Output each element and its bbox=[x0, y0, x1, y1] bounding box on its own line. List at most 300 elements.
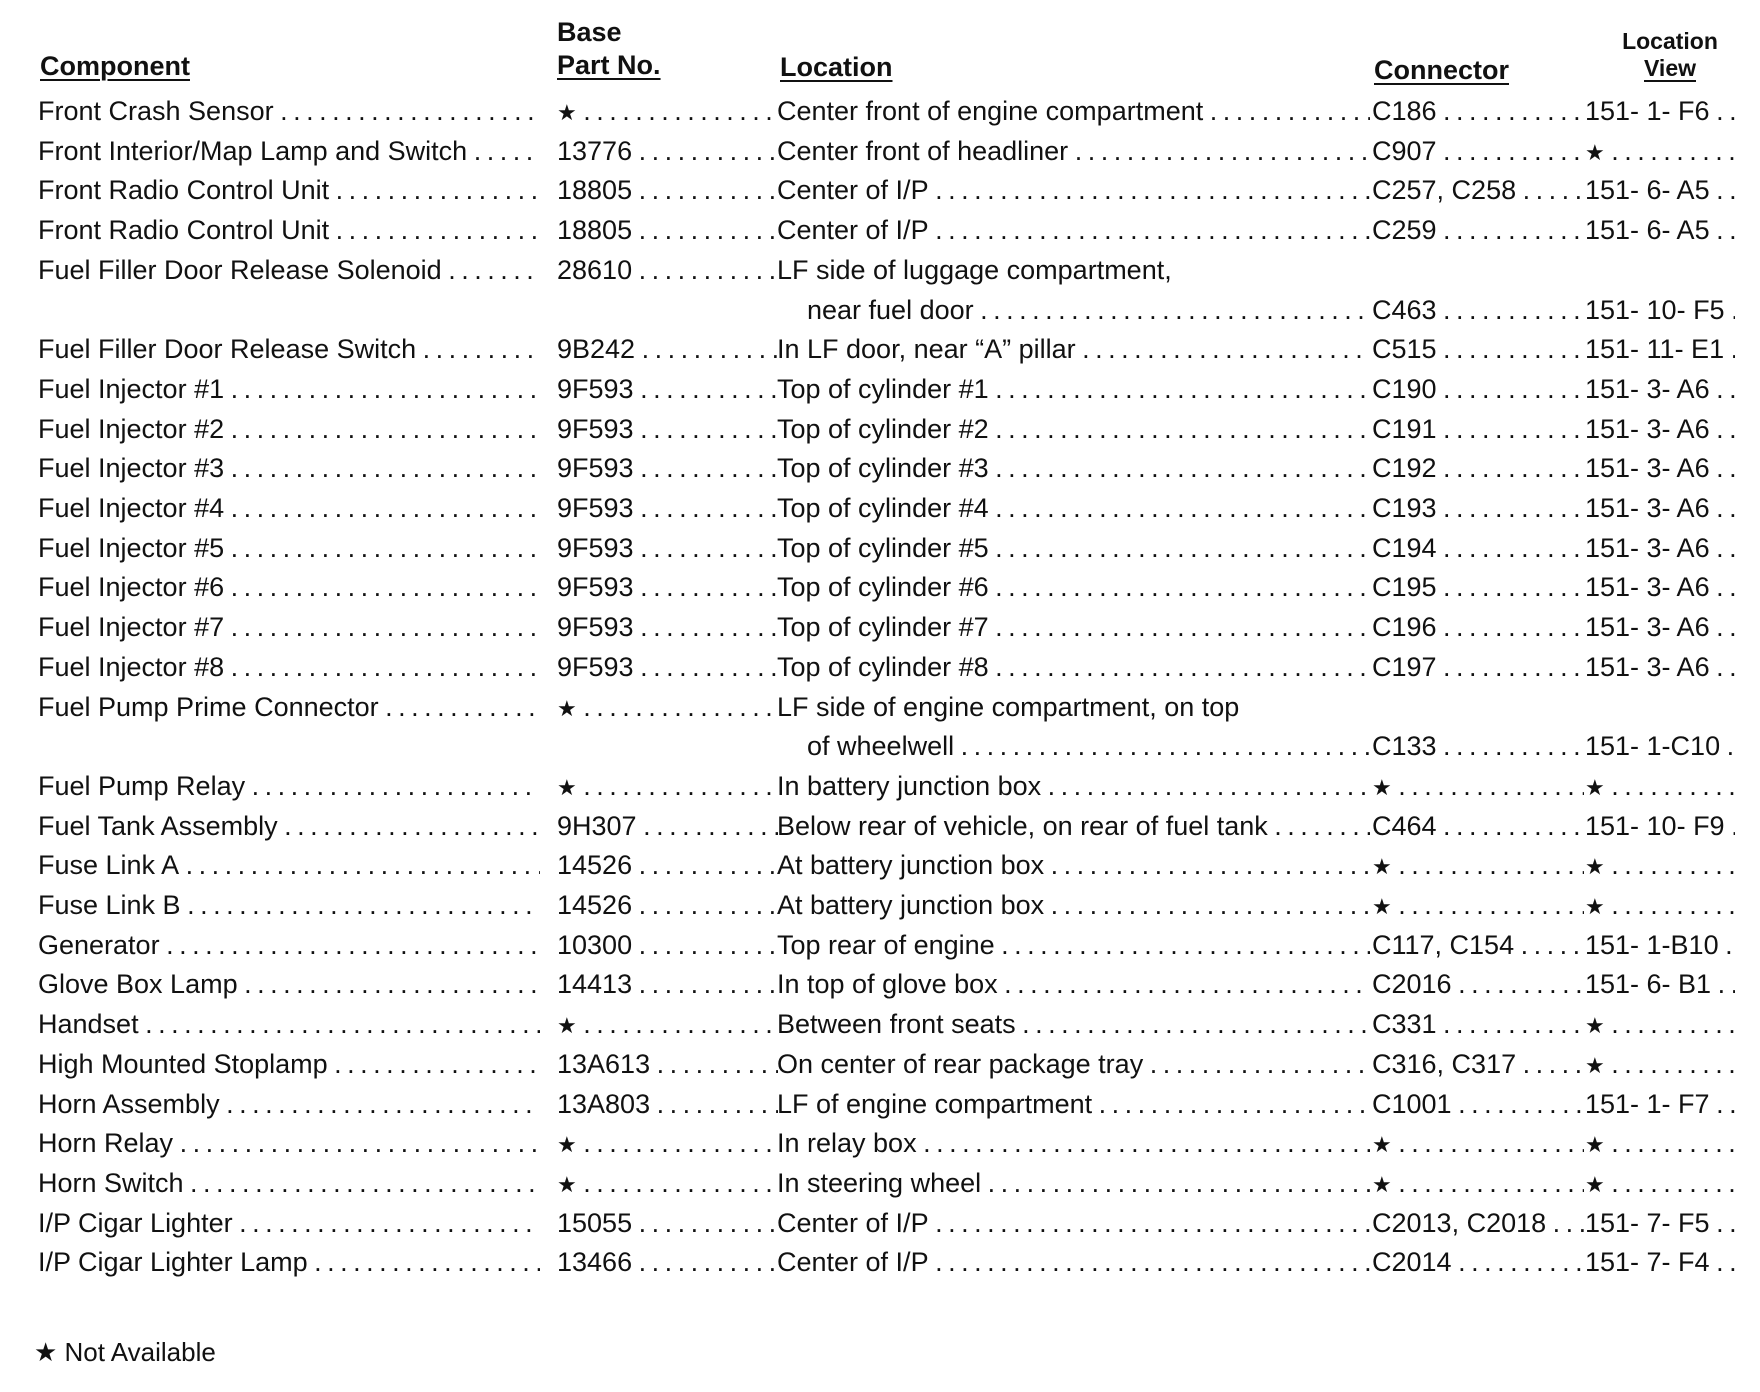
connector-value: C194 bbox=[1372, 533, 1437, 563]
part-value: ★ bbox=[557, 1172, 577, 1197]
view-cell bbox=[1585, 690, 1735, 724]
view-value: 151- 3- A6 bbox=[1585, 414, 1710, 444]
location-value: In top of glove box bbox=[777, 969, 998, 999]
view-value: ★ bbox=[1585, 1132, 1605, 1157]
part-cell bbox=[557, 1206, 778, 1240]
part-cell bbox=[557, 491, 778, 525]
component-value: I/P Cigar Lighter Lamp bbox=[38, 1247, 308, 1277]
location-cell bbox=[777, 1206, 1370, 1240]
view-cell bbox=[1585, 332, 1735, 366]
component-cell bbox=[38, 1007, 540, 1041]
component-cell bbox=[38, 729, 540, 763]
header-component bbox=[40, 50, 190, 83]
part-cell bbox=[557, 451, 778, 485]
part-value: 10300 bbox=[557, 930, 633, 960]
part-value: 14413 bbox=[557, 969, 633, 999]
component-value: Fuel Filler Door Release Solenoid bbox=[38, 255, 442, 285]
connector-value: C191 bbox=[1372, 414, 1437, 444]
view-value: 151- 3- A6 bbox=[1585, 533, 1710, 563]
connector-value: C515 bbox=[1372, 334, 1437, 364]
part-value: 18805 bbox=[557, 215, 633, 245]
part-value: ★ bbox=[557, 775, 577, 800]
header-location-label: Location bbox=[780, 52, 893, 82]
connector-value: C117, C154 bbox=[1372, 930, 1515, 960]
connector-cell bbox=[1372, 967, 1584, 1001]
view-cell bbox=[1585, 1166, 1735, 1200]
connector-cell bbox=[1372, 690, 1584, 724]
connector-cell bbox=[1372, 332, 1584, 366]
connector-cell bbox=[1372, 134, 1584, 168]
component-value: Horn Switch bbox=[38, 1168, 184, 1198]
component-cell bbox=[38, 173, 540, 207]
part-cell bbox=[557, 928, 778, 962]
component-cell bbox=[38, 848, 540, 882]
connector-value: C907 bbox=[1372, 136, 1437, 166]
location-cell bbox=[777, 451, 1370, 485]
part-value: 13A803 bbox=[557, 1089, 651, 1119]
location-cell bbox=[777, 372, 1370, 406]
part-cell bbox=[557, 1087, 778, 1121]
connector-cell bbox=[1372, 213, 1584, 247]
location-cell bbox=[777, 570, 1370, 604]
component-value: I/P Cigar Lighter bbox=[38, 1208, 233, 1238]
view-value: 151- 3- A6 bbox=[1585, 374, 1710, 404]
header-component-label: Component bbox=[40, 51, 190, 81]
location-cell bbox=[777, 253, 1370, 287]
connector-cell bbox=[1372, 769, 1584, 803]
connector-cell bbox=[1372, 491, 1584, 525]
header-part-line2: Part No. bbox=[557, 50, 661, 80]
component-value: Horn Relay bbox=[38, 1128, 174, 1158]
connector-value: C2014 bbox=[1372, 1247, 1452, 1277]
connector-value: C190 bbox=[1372, 374, 1437, 404]
view-cell bbox=[1585, 173, 1735, 207]
location-value: LF side of luggage compartment, bbox=[777, 255, 1172, 285]
part-cell bbox=[557, 1126, 778, 1160]
part-cell bbox=[557, 1245, 778, 1279]
component-value: Fuel Injector #1 bbox=[38, 374, 225, 404]
component-cell bbox=[38, 928, 540, 962]
location-cell bbox=[777, 94, 1370, 128]
connector-value: C186 bbox=[1372, 96, 1437, 126]
location-cell bbox=[777, 1245, 1370, 1279]
part-cell bbox=[557, 690, 778, 724]
location-cell bbox=[777, 332, 1370, 366]
connector-cell bbox=[1372, 570, 1584, 604]
component-value: Front Crash Sensor bbox=[38, 96, 274, 126]
part-value: 9F593 bbox=[557, 652, 634, 682]
connector-value: C257, C258 bbox=[1372, 175, 1517, 205]
part-cell bbox=[557, 769, 778, 803]
view-cell bbox=[1585, 1087, 1735, 1121]
header-part bbox=[557, 16, 661, 82]
component-value: Horn Assembly bbox=[38, 1089, 220, 1119]
component-value: Fuel Injector #5 bbox=[38, 533, 225, 563]
component-cell bbox=[38, 1166, 540, 1200]
location-cell bbox=[777, 848, 1370, 882]
view-value: ★ bbox=[1585, 1172, 1605, 1197]
component-value: Fuel Injector #8 bbox=[38, 652, 225, 682]
part-value: ★ bbox=[557, 1013, 577, 1038]
view-value: 151- 6- B1 bbox=[1585, 969, 1712, 999]
component-value: Handset bbox=[38, 1009, 139, 1039]
location-value: Top of cylinder #2 bbox=[777, 414, 989, 444]
component-cell bbox=[38, 610, 540, 644]
location-cell bbox=[777, 1166, 1370, 1200]
location-value: Top of cylinder #1 bbox=[777, 374, 989, 404]
component-value: Fuel Filler Door Release Switch bbox=[38, 334, 417, 364]
component-value: Fuse Link B bbox=[38, 890, 181, 920]
part-cell bbox=[557, 848, 778, 882]
part-value: ★ bbox=[557, 100, 577, 125]
location-cell bbox=[777, 650, 1370, 684]
part-cell bbox=[557, 888, 778, 922]
view-cell bbox=[1585, 848, 1735, 882]
part-value: 18805 bbox=[557, 175, 633, 205]
location-value: Top rear of engine bbox=[777, 930, 995, 960]
part-cell bbox=[557, 1007, 778, 1041]
view-cell bbox=[1585, 1206, 1735, 1240]
location-value: Center of I/P bbox=[777, 1247, 929, 1277]
part-value: 13776 bbox=[557, 136, 633, 166]
location-cell bbox=[777, 1047, 1370, 1081]
view-cell bbox=[1585, 134, 1735, 168]
part-cell bbox=[557, 570, 778, 604]
location-cell bbox=[807, 293, 1370, 327]
component-cell bbox=[38, 253, 540, 287]
part-cell bbox=[557, 253, 778, 287]
connector-cell bbox=[1372, 531, 1584, 565]
location-value: Center front of headliner bbox=[777, 136, 1069, 166]
part-cell bbox=[557, 531, 778, 565]
component-value: Front Radio Control Unit bbox=[38, 215, 330, 245]
view-value: ★ bbox=[1585, 894, 1605, 919]
connector-cell bbox=[1372, 848, 1584, 882]
part-cell bbox=[557, 1166, 778, 1200]
location-value: Center of I/P bbox=[777, 215, 929, 245]
view-value: 151- 6- A5 bbox=[1585, 175, 1710, 205]
connector-cell bbox=[1372, 809, 1584, 843]
component-value: Fuel Injector #6 bbox=[38, 572, 225, 602]
component-value: Fuel Pump Prime Connector bbox=[38, 692, 379, 722]
header-view bbox=[1600, 28, 1740, 82]
connector-value: C133 bbox=[1372, 731, 1437, 761]
connector-value: C197 bbox=[1372, 652, 1437, 682]
part-value: 28610 bbox=[557, 255, 633, 285]
connector-value: ★ bbox=[1372, 1132, 1392, 1157]
component-cell bbox=[38, 293, 540, 327]
connector-cell bbox=[1372, 888, 1584, 922]
location-value: Top of cylinder #5 bbox=[777, 533, 989, 563]
part-cell bbox=[557, 94, 778, 128]
view-cell bbox=[1585, 293, 1735, 327]
part-value: 9F593 bbox=[557, 453, 634, 483]
component-cell bbox=[38, 1206, 540, 1240]
connector-value: C2013, C2018 bbox=[1372, 1208, 1547, 1238]
location-value: Top of cylinder #8 bbox=[777, 652, 989, 682]
component-cell bbox=[38, 650, 540, 684]
view-cell bbox=[1585, 531, 1735, 565]
location-value: Center of I/P bbox=[777, 1208, 929, 1238]
connector-cell bbox=[1372, 1126, 1584, 1160]
location-cell bbox=[777, 769, 1370, 803]
view-value: ★ bbox=[1585, 1053, 1605, 1078]
part-value: 14526 bbox=[557, 890, 633, 920]
connector-value: C192 bbox=[1372, 453, 1437, 483]
connector-cell bbox=[1372, 372, 1584, 406]
connector-cell bbox=[1372, 293, 1584, 327]
connector-cell bbox=[1372, 610, 1584, 644]
component-value: Front Radio Control Unit bbox=[38, 175, 330, 205]
location-value: On center of rear package tray bbox=[777, 1049, 1144, 1079]
view-cell bbox=[1585, 372, 1735, 406]
part-value: 14526 bbox=[557, 850, 633, 880]
location-value: LF of engine compartment bbox=[777, 1089, 1093, 1119]
view-cell bbox=[1585, 213, 1735, 247]
part-cell bbox=[557, 967, 778, 1001]
component-cell bbox=[38, 412, 540, 446]
view-value: 151- 3- A6 bbox=[1585, 453, 1710, 483]
location-cell bbox=[777, 173, 1370, 207]
connector-cell bbox=[1372, 1245, 1584, 1279]
location-value: In relay box bbox=[777, 1128, 917, 1158]
component-value: Fuel Pump Relay bbox=[38, 771, 246, 801]
connector-value: C196 bbox=[1372, 612, 1437, 642]
connector-value: C195 bbox=[1372, 572, 1437, 602]
connector-value: C1001 bbox=[1372, 1089, 1452, 1119]
view-value: 151- 10- F5 bbox=[1585, 295, 1725, 325]
view-value: 151- 3- A6 bbox=[1585, 572, 1710, 602]
location-value: In steering wheel bbox=[777, 1168, 982, 1198]
location-value: Center of I/P bbox=[777, 175, 929, 205]
connector-value: ★ bbox=[1372, 1172, 1392, 1197]
part-value: 9F593 bbox=[557, 612, 634, 642]
component-value: Glove Box Lamp bbox=[38, 969, 238, 999]
component-cell bbox=[38, 332, 540, 366]
connector-cell bbox=[1372, 729, 1584, 763]
connector-value: C464 bbox=[1372, 811, 1437, 841]
connector-cell bbox=[1372, 412, 1584, 446]
connector-cell bbox=[1372, 94, 1584, 128]
part-cell bbox=[557, 610, 778, 644]
location-value: of wheelwell bbox=[807, 731, 955, 761]
component-cell bbox=[38, 451, 540, 485]
view-value: 151- 3- A6 bbox=[1585, 612, 1710, 642]
view-cell bbox=[1585, 491, 1735, 525]
view-value: ★ bbox=[1585, 1013, 1605, 1038]
part-value: 9F593 bbox=[557, 533, 634, 563]
view-value: 151- 11- E1 bbox=[1585, 334, 1725, 364]
part-cell bbox=[557, 134, 778, 168]
view-value: 151- 10- F9 bbox=[1585, 811, 1725, 841]
component-cell bbox=[38, 1245, 540, 1279]
component-cell bbox=[38, 769, 540, 803]
part-value: ★ bbox=[557, 1132, 577, 1157]
view-cell bbox=[1585, 729, 1735, 763]
location-cell bbox=[777, 134, 1370, 168]
header-connector-label: Connector bbox=[1374, 55, 1509, 85]
view-cell bbox=[1585, 570, 1735, 604]
part-value: 9F593 bbox=[557, 374, 634, 404]
connector-cell bbox=[1372, 928, 1584, 962]
view-cell bbox=[1585, 809, 1735, 843]
view-cell bbox=[1585, 650, 1735, 684]
component-value: Generator bbox=[38, 930, 160, 960]
component-cell bbox=[38, 809, 540, 843]
view-value: 151- 7- F4 bbox=[1585, 1247, 1710, 1277]
view-cell bbox=[1585, 967, 1735, 1001]
connector-value: C193 bbox=[1372, 493, 1437, 523]
connector-cell bbox=[1372, 173, 1584, 207]
location-value: Top of cylinder #4 bbox=[777, 493, 989, 523]
location-cell bbox=[777, 1087, 1370, 1121]
view-value: 151- 7- F5 bbox=[1585, 1208, 1710, 1238]
component-cell bbox=[38, 134, 540, 168]
connector-value: C2016 bbox=[1372, 969, 1452, 999]
connector-cell bbox=[1372, 1007, 1584, 1041]
view-value: 151- 1-C10 bbox=[1585, 731, 1721, 761]
part-value: 13A613 bbox=[557, 1049, 651, 1079]
header-view-line2: View bbox=[1644, 55, 1696, 81]
location-value: Between front seats bbox=[777, 1009, 1016, 1039]
connector-value: ★ bbox=[1372, 854, 1392, 879]
part-cell bbox=[557, 809, 778, 843]
location-value: At battery junction box bbox=[777, 850, 1045, 880]
connector-value: C259 bbox=[1372, 215, 1437, 245]
location-value: LF side of engine compartment, on top bbox=[777, 692, 1240, 722]
connector-value: ★ bbox=[1372, 775, 1392, 800]
part-cell bbox=[557, 213, 778, 247]
header-part-line1: Base bbox=[557, 17, 622, 47]
view-value: 151- 3- A6 bbox=[1585, 493, 1710, 523]
part-cell bbox=[557, 412, 778, 446]
connector-value: C316, C317 bbox=[1372, 1049, 1517, 1079]
connector-value: C331 bbox=[1372, 1009, 1437, 1039]
location-value: Center front of engine compartment bbox=[777, 96, 1204, 126]
location-cell bbox=[777, 531, 1370, 565]
location-cell bbox=[807, 729, 1370, 763]
location-cell bbox=[777, 610, 1370, 644]
component-value: Front Interior/Map Lamp and Switch bbox=[38, 136, 468, 166]
view-cell bbox=[1585, 1126, 1735, 1160]
view-cell bbox=[1585, 1007, 1735, 1041]
part-value: 13466 bbox=[557, 1247, 633, 1277]
part-cell bbox=[557, 173, 778, 207]
part-value: ★ bbox=[557, 696, 577, 721]
view-cell bbox=[1585, 451, 1735, 485]
location-value: Top of cylinder #3 bbox=[777, 453, 989, 483]
location-cell bbox=[777, 1007, 1370, 1041]
location-cell bbox=[777, 690, 1370, 724]
location-cell bbox=[777, 967, 1370, 1001]
footnote: ★ Not Available bbox=[34, 1337, 216, 1367]
part-value: 9F593 bbox=[557, 493, 634, 523]
header-connector bbox=[1374, 54, 1509, 87]
view-value: 151- 1-B10 bbox=[1585, 930, 1719, 960]
location-value: At battery junction box bbox=[777, 890, 1045, 920]
header-location bbox=[780, 51, 893, 84]
view-value: ★ bbox=[1585, 775, 1605, 800]
location-value: Top of cylinder #7 bbox=[777, 612, 989, 642]
view-cell bbox=[1585, 1047, 1735, 1081]
component-value: Fuel Injector #7 bbox=[38, 612, 225, 642]
component-value: Fuel Tank Assembly bbox=[38, 811, 278, 841]
location-value: Below rear of vehicle, on rear of fuel tank bbox=[777, 811, 1268, 841]
location-value: In LF door, near “A” pillar bbox=[777, 334, 1076, 364]
component-value: Fuel Injector #4 bbox=[38, 493, 225, 523]
location-cell bbox=[777, 412, 1370, 446]
component-value: Fuel Injector #3 bbox=[38, 453, 225, 483]
location-value: Top of cylinder #6 bbox=[777, 572, 989, 602]
component-cell bbox=[38, 967, 540, 1001]
part-value: 9F593 bbox=[557, 414, 634, 444]
location-cell bbox=[777, 213, 1370, 247]
location-cell bbox=[777, 491, 1370, 525]
component-value: Fuel Injector #2 bbox=[38, 414, 225, 444]
part-value: 9H307 bbox=[557, 811, 637, 841]
component-cell bbox=[38, 1047, 540, 1081]
view-value: ★ bbox=[1585, 854, 1605, 879]
component-cell bbox=[38, 372, 540, 406]
view-cell bbox=[1585, 1245, 1735, 1279]
view-value: ★ bbox=[1585, 140, 1605, 165]
connector-cell bbox=[1372, 451, 1584, 485]
component-cell bbox=[38, 94, 540, 128]
part-cell bbox=[557, 332, 778, 366]
view-cell bbox=[1585, 928, 1735, 962]
component-value: High Mounted Stoplamp bbox=[38, 1049, 328, 1079]
view-cell bbox=[1585, 769, 1735, 803]
part-value: 15055 bbox=[557, 1208, 633, 1238]
location-cell bbox=[777, 888, 1370, 922]
header-view-line1: Location bbox=[1622, 28, 1718, 54]
part-cell bbox=[557, 1047, 778, 1081]
part-cell bbox=[557, 650, 778, 684]
connector-value: ★ bbox=[1372, 894, 1392, 919]
part-cell bbox=[557, 372, 778, 406]
part-value: 9F593 bbox=[557, 572, 634, 602]
view-cell bbox=[1585, 94, 1735, 128]
connector-cell bbox=[1372, 1087, 1584, 1121]
location-cell bbox=[777, 928, 1370, 962]
component-value: Fuse Link A bbox=[38, 850, 180, 880]
part-cell bbox=[557, 729, 778, 763]
component-cell bbox=[38, 213, 540, 247]
view-value: 151- 1- F6 bbox=[1585, 96, 1710, 126]
view-value: 151- 1- F7 bbox=[1585, 1089, 1710, 1119]
view-cell bbox=[1585, 610, 1735, 644]
connector-cell bbox=[1372, 1206, 1584, 1240]
component-cell bbox=[38, 888, 540, 922]
view-cell bbox=[1585, 888, 1735, 922]
component-cell bbox=[38, 690, 540, 724]
view-cell bbox=[1585, 412, 1735, 446]
part-value: 9B242 bbox=[557, 334, 636, 364]
connector-cell bbox=[1372, 650, 1584, 684]
location-value: near fuel door bbox=[807, 295, 974, 325]
component-cell bbox=[38, 531, 540, 565]
view-value: 151- 3- A6 bbox=[1585, 652, 1710, 682]
location-cell bbox=[777, 1126, 1370, 1160]
view-cell bbox=[1585, 253, 1735, 287]
component-cell bbox=[38, 570, 540, 604]
component-cell bbox=[38, 491, 540, 525]
component-cell bbox=[38, 1087, 540, 1121]
connector-value: C463 bbox=[1372, 295, 1437, 325]
location-value: In battery junction box bbox=[777, 771, 1042, 801]
part-cell bbox=[557, 293, 778, 327]
view-value: 151- 6- A5 bbox=[1585, 215, 1710, 245]
